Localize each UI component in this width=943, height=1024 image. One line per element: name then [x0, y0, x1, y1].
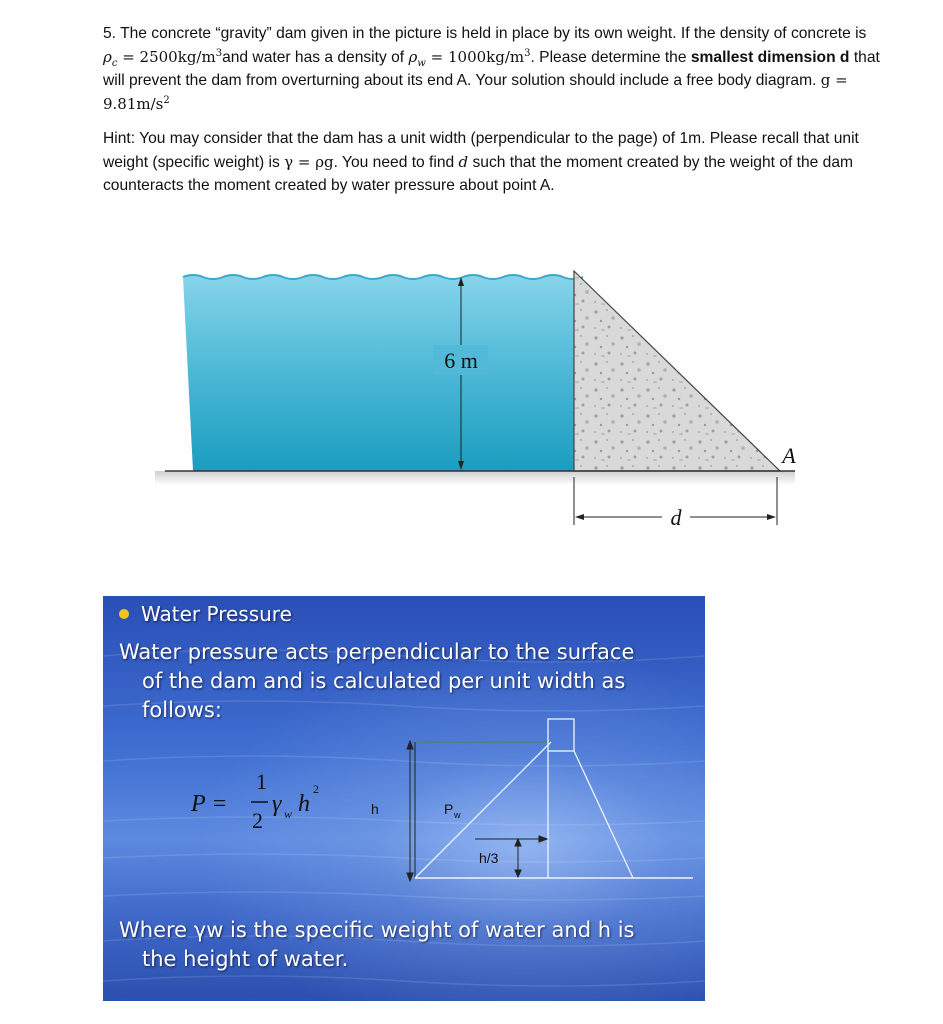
- pw-label-sub: w: [454, 810, 461, 820]
- gamma-formula: γ = ρg: [284, 152, 334, 171]
- dam-figure: [150, 255, 810, 545]
- formula-h: h: [298, 791, 310, 817]
- d-arrow-left: [575, 514, 584, 520]
- formula-numerator: 1: [256, 769, 267, 794]
- pw-arrow-head: [539, 836, 547, 842]
- ground-shadow: [155, 471, 795, 485]
- problem-text-1: The concrete “gravity” dam given in the picture is held in place by its own weight. If the density of concrete is: [120, 25, 867, 42]
- g-expression: $g = 9.81m/s^2$: [103, 71, 848, 113]
- formula-gamma-sub: w: [284, 807, 293, 821]
- problem-text-2: and water has a density of: [222, 48, 405, 66]
- height-label: 6 m: [444, 348, 478, 373]
- concrete-dam: [574, 271, 780, 471]
- slide-footer-line-1: Where γw is the specific weight of water and h is: [119, 918, 635, 942]
- rho-w-expression: $\rho_w = 1000kg/m^3$: [408, 47, 531, 69]
- rho-c-expression: $\rho_c = 2500kg/m^3$: [103, 47, 223, 69]
- h3-label: h/3: [479, 850, 499, 866]
- slide-body-line-1: Water pressure acts perpendicular to the surface: [119, 640, 635, 664]
- pw-label: P: [444, 801, 454, 817]
- h3-arrow-bottom: [515, 870, 521, 877]
- problem-number: 5.: [103, 25, 117, 42]
- h-arrow-top: [407, 741, 413, 749]
- slide-body-line-2: of the dam and is calculated per unit width as: [142, 669, 626, 693]
- slide-footer-text: [119, 916, 699, 974]
- problem-statement: [103, 22, 883, 198]
- d-symbol: d: [458, 152, 469, 171]
- problem-paragraph: [103, 22, 883, 116]
- problem-bold-text: smallest dimension d: [690, 48, 850, 66]
- dam-crest: [548, 719, 574, 751]
- hint-text-3: such that the moment created by the weight of the dam counteracts the moment created by water pressure about point A.: [103, 153, 854, 194]
- d-label: d: [670, 505, 682, 530]
- hint-paragraph: [103, 127, 883, 198]
- dam-slope: [574, 751, 633, 878]
- formula-h-sup: 2: [313, 782, 319, 796]
- problem-text-3: . Please determine the: [530, 48, 687, 66]
- point-a-label: A: [782, 443, 796, 468]
- h-arrow-bottom: [407, 873, 413, 881]
- problem-text-4: that will prevent the dam from overturning about its end A. Your solution should include a free body diagram.: [103, 48, 880, 89]
- slide-body-line-3: follows:: [142, 698, 222, 722]
- h-label: h: [371, 801, 379, 817]
- d-arrow-right: [767, 514, 776, 520]
- formula-denominator: 2: [252, 808, 263, 833]
- h3-arrow-top: [515, 839, 521, 846]
- slide-bullet-title: Water Pressure: [119, 602, 292, 626]
- formula-lhs: P =: [191, 791, 228, 817]
- formula-gamma: γ: [272, 791, 282, 817]
- water-pressure-slide: [103, 596, 705, 1001]
- hint-text-1: Hint: You may consider that the dam has a unit width (perpendicular to the page) of 1m. Please recall that unit weight (specific weight) is: [103, 130, 859, 171]
- slide-footer-line-2: the height of water.: [142, 947, 349, 971]
- water-body: [183, 275, 583, 471]
- hint-text-2: . You need to find: [333, 153, 455, 171]
